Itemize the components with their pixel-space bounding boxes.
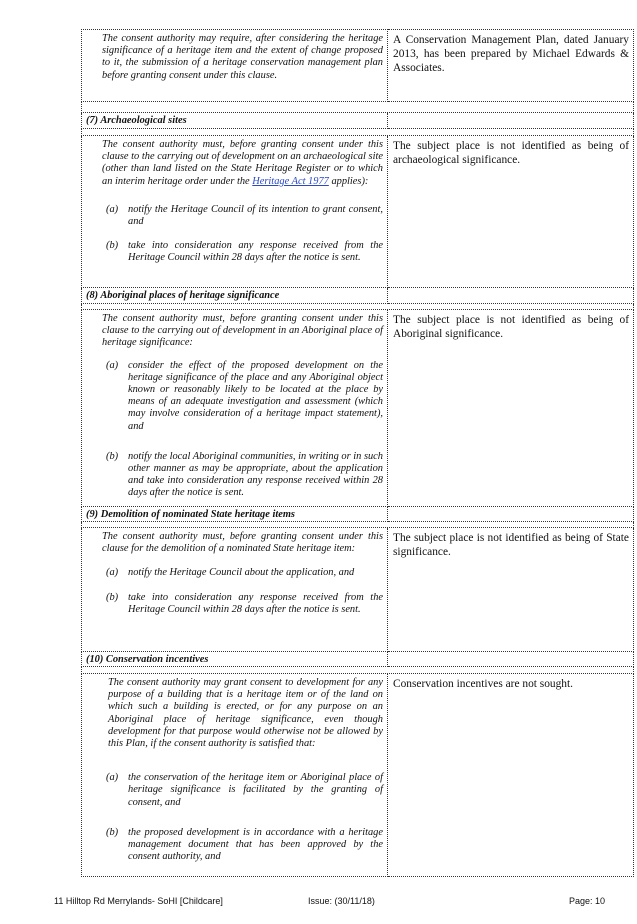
table-row [82,30,634,102]
list-item: (b) notify the local Aboriginal communities, in writing or in such other manner as may be appropriate, about the application and take into consideration any response received within 28 days after the notice is sent. [106,450,383,499]
clause-intro: The consent authority must, before granting consent under this clause to the carrying out of development on an archaeological site (other than land listed on the State Heritage Register or to which an interim heritage order under the Heritage Act 1977 applies): [102,139,383,187]
response-text: A Conservation Management Plan, dated January 2013, has been prepared by Michael Edwards & Associates. [393,34,629,74]
section-heading: (7) Archaeological sites [86,115,187,126]
clause-intro: The consent authority must, before granting consent under this clause to the carrying out of development in an Aboriginal place of heritage significance: [102,313,383,349]
section-heading: (8) Aboriginal places of heritage significance [86,290,280,301]
response-text: Conservation incentives are not sought. [393,678,573,690]
footer-document-title: 11 Hilltop Rd Merrylands- SoHI [Childcare] [54,896,223,906]
list-item: (a) consider the effect of the proposed development on the heritage significance of the place and any Aboriginal object known or reasonably likely to be located at the place by means of an adequate investigation and assessment (which may involve consideration of a heritage impact statement), and [106,359,383,432]
list-item: (b) the proposed development is in accordance with a heritage management document that has been approved by the consent authority, and [106,826,383,863]
list-item: (a) notify the Heritage Council about the application, and [106,567,355,579]
clause-intro: The consent authority may grant consent to development for any purpose of a building that is a heritage item or of the land on which such a building is erected, or for any purpose on an Aboriginal place of heritage significance, even though development for that purpose would otherwise not be allowed by this Plan, if the consent authority is satisfied that: [108,677,383,750]
section-heading: (9) Demolition of nominated State heritage items [86,509,295,520]
footer-issue-date: Issue: (30/11/18) [308,896,375,906]
clause-intro: The consent authority must, before granting consent under this clause for the demolition of a nominated State heritage item: [102,531,383,555]
table-row [82,528,634,652]
response-text: The subject place is not identified as being of archaeological significance. [393,140,629,166]
clause-text: The consent authority may require, after considering the heritage significance of a heritage item and the extent of change proposed to it, the submission of a heritage conservation management plan before granting consent under this clause. [102,33,383,81]
list-item: (b) take into consideration any response received from the Heritage Council within 28 days after the notice is sent. [106,240,383,264]
list-item: (b) take into consideration any response received from the Heritage Council within 28 days after the notice is sent. [106,591,383,615]
table-row [82,310,634,507]
list-item: (a) notify the Heritage Council of its intention to grant consent, and [106,203,383,228]
section-heading-row [82,652,634,667]
section-heading-row [82,288,634,304]
footer-page-number: Page: 10 [569,896,606,906]
list-item: (a) the conservation of the heritage item or Aboriginal place of heritage significance is facilitated by the granting of consent, and [106,772,383,808]
response-text: The subject place is not identified as being of Aboriginal significance. [393,314,629,340]
response-text: The subject place is not identified as being of State significance. [393,532,629,558]
heritage-assessment-table [81,29,634,877]
section-heading-row [82,507,634,522]
table-row [82,136,634,288]
section-heading: (10) Conservation incentives [86,654,209,665]
table-row [82,674,634,877]
section-heading-row [82,113,634,129]
heritage-act-link[interactable]: Heritage Act 1977 [252,175,329,187]
